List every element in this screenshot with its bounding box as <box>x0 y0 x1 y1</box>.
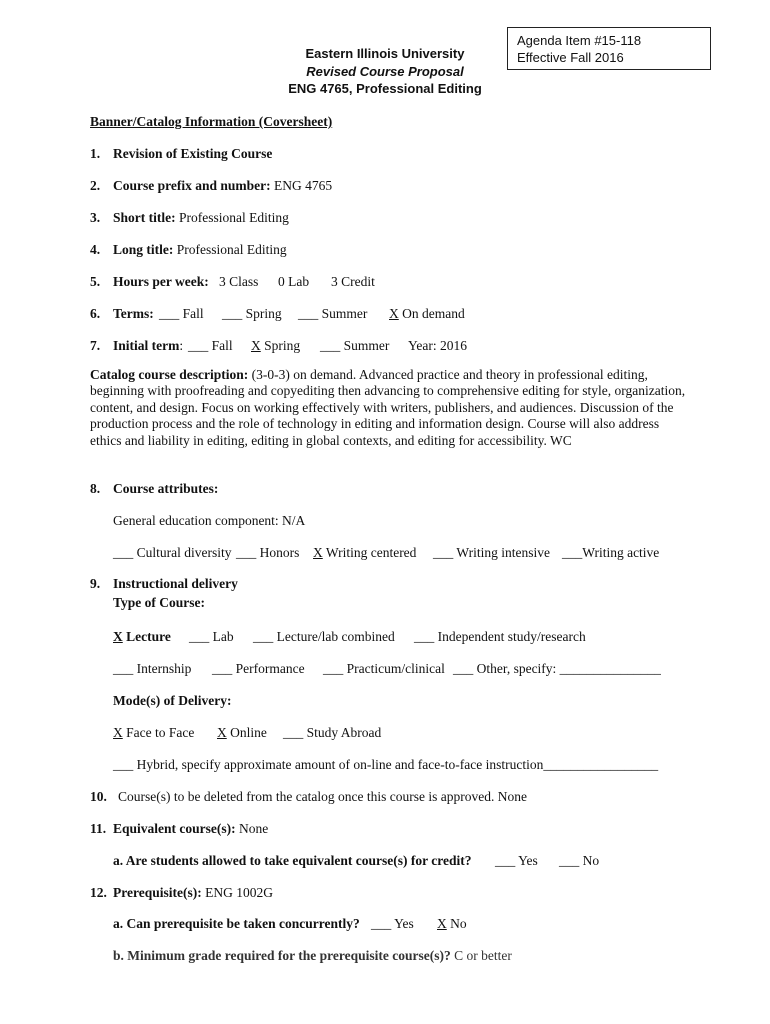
item-label: Initial term <box>113 338 180 353</box>
item-label: Revision of Existing Course <box>113 146 273 161</box>
item-11a-no: ___ No <box>559 853 600 868</box>
type-of-course-label: Type of Course: <box>113 595 205 610</box>
modes-label: Mode(s) of Delivery: <box>113 693 232 708</box>
section-title: Banner/Catalog Information (Coversheet) <box>90 114 333 129</box>
type-other: ___ Other, specify: _______________ <box>453 661 661 676</box>
type-independent: ___ Independent study/research <box>414 629 586 644</box>
item-5 <box>90 274 690 290</box>
item-label: Prerequisite(s): <box>113 885 202 900</box>
hours-lab: 0 Lab <box>278 274 310 289</box>
attr-honors: ___ Honors <box>236 545 300 560</box>
agenda-box <box>507 27 711 70</box>
modes-row <box>113 725 683 741</box>
term-ondemand: On demand <box>402 306 465 321</box>
long-title-value: Professional Editing <box>176 242 287 257</box>
gen-ed-component: General education component: N/A <box>113 513 306 528</box>
item-12b <box>113 948 512 964</box>
catalog-description <box>90 367 690 449</box>
prerequisite-value: ENG 1002G <box>205 885 273 900</box>
item-label: Instructional delivery <box>113 576 238 591</box>
item-6 <box>90 306 690 322</box>
item-10 <box>90 789 527 805</box>
attr-wa: ___Writing active <box>562 545 660 560</box>
item-number: 11. <box>90 821 107 836</box>
type-internship: ___ Internship <box>113 661 192 676</box>
hours-credit: 3 Credit <box>331 274 375 289</box>
attr-cultural: ___ Cultural diversity <box>113 545 232 560</box>
item-3 <box>90 210 289 226</box>
item-number: 6. <box>90 306 101 321</box>
initial-year: Year: 2016 <box>408 338 468 353</box>
item-number: 2. <box>90 178 101 193</box>
mode-abroad: ___ Study Abroad <box>283 725 382 740</box>
item-7 <box>90 338 690 354</box>
agenda-effective: Effective Fall 2016 <box>517 50 624 65</box>
item-number: 1. <box>90 146 101 161</box>
term-spring: ___ Spring <box>222 306 282 321</box>
term-ondemand-mark: X <box>389 306 399 321</box>
type-performance: ___ Performance <box>212 661 305 676</box>
item-number: 10. <box>90 789 107 804</box>
item-10-text: Course(s) to be deleted from the catalog once this course is approved. None <box>118 789 527 804</box>
course-prefix-value: ENG 4765 <box>274 178 333 193</box>
item-12a-no: No <box>450 916 467 931</box>
mode-online-mark: X <box>217 725 227 740</box>
attr-wc: Writing centered <box>325 545 417 560</box>
catalog-label: Catalog course description: <box>90 367 249 382</box>
course-type-row-1 <box>113 629 683 645</box>
proposal-title: Revised Course Proposal <box>306 64 464 79</box>
initial-fall: ___ Fall <box>188 338 233 353</box>
initial-spring: Spring <box>264 338 301 353</box>
item-label: Equivalent course(s): <box>113 821 236 836</box>
item-number: 3. <box>90 210 101 225</box>
attr-wc-mark: X <box>313 545 323 560</box>
item-8 <box>90 481 219 497</box>
item-11a <box>113 853 683 869</box>
mode-hybrid: ___ Hybrid, specify approximate amount of on-line and face-to-face instruction_________________ <box>113 757 659 772</box>
type-lecture: Lecture <box>126 629 171 644</box>
term-fall: ___ Fall <box>159 306 204 321</box>
item-number: 12. <box>90 885 107 900</box>
type-practicum: ___ Practicum/clinical <box>323 661 445 676</box>
item-label: Hours per week: <box>113 274 209 289</box>
attr-wi: ___ Writing intensive <box>433 545 550 560</box>
type-lab: ___ Lab <box>189 629 234 644</box>
item-12b-value: C or better <box>454 948 512 963</box>
attribute-options <box>113 545 683 561</box>
initial-summer: ___ Summer <box>320 338 390 353</box>
item-11a-question: a. Are students allowed to take equivalent course(s) for credit? <box>113 853 472 868</box>
catalog-text: (3-0-3) on demand. Advanced practice and theory in professional editing, beginning with proofreading and copyediting then advancing to comprehensive editing for style, organization, content, and design. Focus on working effectively with writers, publishers, and audiences. Discussion of the production process and the role of technology in editing and information design. Course will also address ethics and liability in editing, editing in global contexts, and editing for accessibility. WC <box>90 367 686 448</box>
item-11a-yes: ___ Yes <box>495 853 538 868</box>
item-4 <box>90 242 287 258</box>
mode-f2f: Face to Face <box>126 725 195 740</box>
item-12 <box>90 885 273 901</box>
item-12a-no-mark: X <box>437 916 447 931</box>
item-9 <box>90 576 238 592</box>
item-label: Terms: <box>113 306 154 321</box>
mode-f2f-mark: X <box>113 725 123 740</box>
item-2 <box>90 178 333 194</box>
item-label: Course attributes: <box>113 481 219 496</box>
agenda-item: Agenda Item #15-118 <box>517 33 642 48</box>
item-number: 5. <box>90 274 101 289</box>
mode-online: Online <box>230 725 267 740</box>
short-title-value: Professional Editing <box>178 210 289 225</box>
term-summer: ___ Summer <box>298 306 368 321</box>
item-12a-yes: ___ Yes <box>371 916 414 931</box>
hours-class: 3 Class <box>219 274 259 289</box>
item-label: Long title: <box>113 242 174 257</box>
item-1 <box>90 146 273 162</box>
initial-spring-mark: X <box>251 338 261 353</box>
item-label: Course prefix and number: <box>113 178 271 193</box>
item-12a <box>113 916 683 932</box>
type-lecture-lab: ___ Lecture/lab combined <box>253 629 395 644</box>
item-label: Short title: <box>113 210 176 225</box>
item-12b-question: b. Minimum grade required for the prerequisite course(s)? <box>113 948 451 963</box>
item-11 <box>90 821 269 837</box>
course-type-row-2 <box>113 661 683 677</box>
university-name: Eastern Illinois University <box>305 46 465 61</box>
item-12a-question: a. Can prerequisite be taken concurrently? <box>113 916 360 931</box>
item-colon: : <box>179 338 184 353</box>
course-title: ENG 4765, Professional Editing <box>288 81 482 96</box>
item-number: 4. <box>90 242 101 257</box>
item-number: 7. <box>90 338 101 353</box>
type-lecture-mark: X <box>113 629 123 644</box>
equivalent-value: None <box>239 821 269 836</box>
item-number: 9. <box>90 576 101 591</box>
item-number: 8. <box>90 481 101 496</box>
